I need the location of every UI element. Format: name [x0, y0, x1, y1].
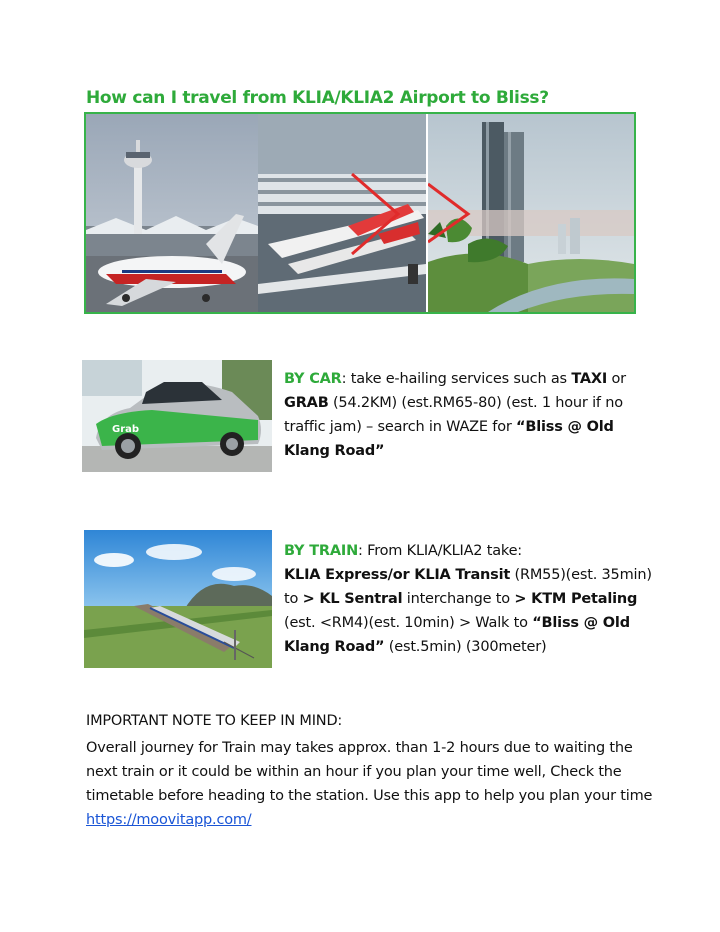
train-destination: “Bliss @ Old Klang Road” — [284, 615, 630, 655]
car-instructions — [284, 367, 644, 463]
page-title: How can I travel from KLIA/KLIA2 Airport to Bliss? — [86, 88, 549, 108]
train-photo — [84, 530, 272, 668]
hero-banner — [84, 112, 636, 314]
train-instructions — [284, 539, 654, 659]
kl-sentral-label: > KL Sentral — [302, 591, 403, 607]
moovit-link[interactable]: https://moovitapp.com/ — [86, 812, 252, 828]
train-heading: BY TRAIN — [284, 543, 359, 559]
note-heading: IMPORTANT NOTE TO KEEP IN MIND: — [86, 713, 343, 729]
airport-tower-photo — [86, 114, 258, 312]
train-text-3: interchange to — [402, 591, 515, 607]
car-heading: BY CAR — [284, 371, 342, 387]
car-destination: “Bliss @ Old Klang Road” — [284, 419, 614, 459]
train-text-1: : From KLIA/KLIA2 take: — [358, 543, 522, 559]
note-text: Overall journey for Train may takes approx. than 1-2 hours due to waiting the next train or it could be within an hour if you plan your time well, Check the timetable before heading to the station. Use this app to help you plan your time — [86, 740, 653, 804]
note-body — [86, 736, 666, 832]
car-text-1: : take e-hailing services such as — [341, 371, 572, 387]
bliss-tower-photo — [428, 114, 634, 312]
klia-express-label: KLIA Express/or KLIA Transit — [284, 567, 511, 583]
taxi-label: TAXI — [571, 371, 608, 387]
train-text-5: (est.5min) (300meter) — [384, 639, 547, 655]
grab-label: GRAB — [284, 395, 329, 411]
ktm-petaling-label: > KTM Petaling — [514, 591, 638, 607]
grab-car-photo — [82, 360, 272, 472]
train-text-2: (RM55)(est. 35min) to — [284, 567, 652, 607]
grab-logo: Grab — [112, 424, 140, 435]
car-text-2: or — [607, 371, 626, 387]
train-text-4: (est. <RM4)(est. 10min) > Walk to — [284, 615, 533, 631]
airasia-planes-photo — [258, 114, 426, 312]
car-text-3: (54.2KM) (est.RM65-80) (est. 1 hour if no traffic jam) – search in WAZE for — [284, 395, 623, 435]
